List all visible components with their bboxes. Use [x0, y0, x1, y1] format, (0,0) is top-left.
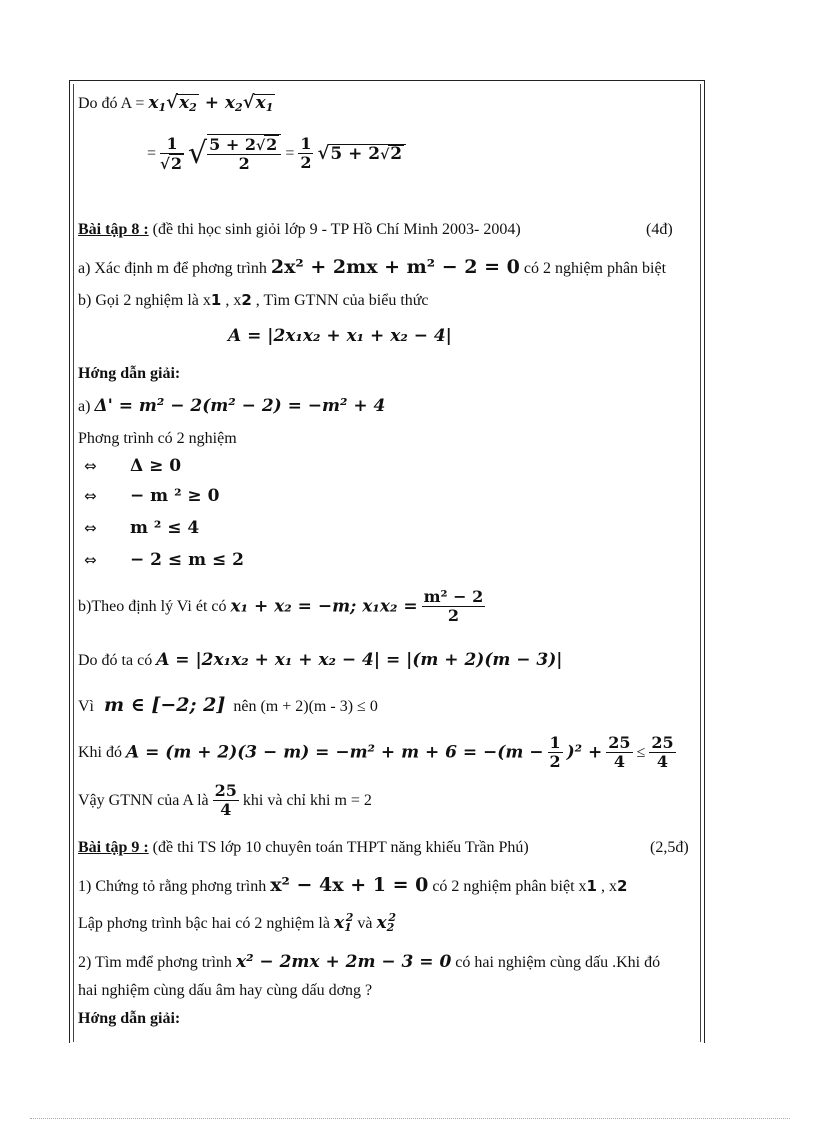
frac-25-4-b: $\frac{25}{4}$: [651, 733, 674, 772]
frac-sqrt-body: $\frac{5 + 2√2}{2}$: [207, 134, 281, 174]
header-formula: $x_1√x_2 + x_2√x_1$: [148, 92, 274, 114]
ex8-vi: Vì m ∈ [−2; 2] nên (m + 2)(m - 3) ≤ 0: [78, 694, 378, 716]
ex8-title-line: [78, 222, 521, 238]
equivalence-icon: ⇔: [84, 457, 97, 475]
ex9-points: (2,5đ): [650, 839, 689, 856]
equiv-line-3: ⇔ m ² ≤ 4: [84, 518, 200, 538]
equiv-line-1: ⇔ Δ ≥ 0: [84, 456, 182, 476]
ex8-khi-do: Khi đó A = (m + 2)(3 − m) = −m² + m + 6 = −(m − $\frac{1}{2}$ )² + $\frac{25}{4}$ ≤ $\frac{25}{4}$: [78, 733, 674, 772]
equivalence-icon: ⇔: [84, 551, 97, 569]
frac-one-over-sqrt2: $\frac{1}{√2}$: [160, 133, 183, 173]
frac-25-4: $\frac{25}{4}$: [608, 733, 631, 772]
ex8-guide: Hớng dẫn giải:: [78, 365, 181, 382]
ex9-part-2: 2) Tìm mđể phơng trình x² − 2mx + 2m − 3 = 0 có hai nghiệm cùng dấu .Khi đó: [78, 952, 661, 972]
ex8-equation: 2x² + 2mx + m² − 2 = 0: [270, 256, 520, 278]
equiv-line-2: ⇔ − m ² ≥ 0: [84, 486, 220, 506]
ex8-points: (4đ): [646, 221, 673, 238]
ex8-conclusion: Vậy GTNN của A là $\frac{25}{4}$ khi và chỉ khi m = 2: [78, 781, 372, 820]
ex8-viet: b)Theo định lý Vi ét có x₁ + x₂ = −m; x₁x₂ = $\frac{\text{m² − 2}}{2}$: [78, 587, 484, 626]
ex8-part-a: a) Xác định m để phơng trình 2x² + 2mx + m² − 2 = 0 có 2 nghiệm phân biệt: [78, 256, 667, 278]
ex8-delta: a) Δ' = m² − 2(m² − 2) = −m² + 4: [78, 396, 386, 416]
frac-half: $\frac{1}{2}$: [549, 733, 561, 772]
ex9-guide: Hớng dẫn giải:: [78, 1010, 181, 1027]
ex9-part-2-line2: hai nghiệm cùng dấu âm hay cùng dấu dơng ?: [78, 982, 373, 999]
frac-one-half: $\frac{1}{2}$: [300, 134, 312, 173]
header-line-2: = $\frac{1}{√2}$ √ $\frac{5 + 2√2}{2}$ = $\frac{1}{2}$ √5 + 2√2: [147, 134, 406, 174]
frac-25-4-c: $\frac{25}{4}$: [214, 781, 237, 820]
ex8-has-roots: Phơng trình có 2 nghiệm: [78, 430, 237, 447]
ex8-do-do: Do đó ta có A = |2x₁x₂ + x₁ + x₂ − 4| = |(m + 2)(m − 3)|: [78, 650, 563, 670]
equivalence-icon: ⇔: [84, 487, 97, 505]
ex8-expression-A: A = |2x₁x₂ + x₁ + x₂ − 4|: [228, 326, 452, 346]
equiv-line-4: ⇔ − 2 ≤ m ≤ 2: [84, 550, 244, 570]
delta-formula: Δ' = m² − 2(m² − 2) = −m² + 4: [94, 396, 386, 416]
ex8-source: (đề thi học sinh giỏi lớp 9 - TP Hồ Chí Minh 2003- 2004): [152, 221, 521, 238]
do-do-label: Do đó A =: [78, 95, 145, 112]
ex9-part-1: 1) Chứng tỏ rằng phơng trình x² − 4x + 1 = 0 có 2 nghiệm phân biệt x1 , x2: [78, 874, 628, 896]
viet-fraction: $\frac{\text{m² − 2}}{2}$: [423, 587, 484, 626]
ex9-part-1b: Lập phơng trình bậc hai có 2 nghiệm là $x_1^2$ và $x_2^2$: [78, 911, 396, 934]
ex8-title: Bài tập 8 :: [78, 221, 149, 238]
ex9-title-line: [78, 840, 529, 856]
ex8-part-b: b) Gọi 2 nghiệm là x1 , x2 , Tìm GTNN của biểu thức: [78, 291, 429, 309]
page-bottom-separator: [30, 1118, 790, 1119]
equivalence-icon: ⇔: [84, 519, 97, 537]
header-line-1: [78, 94, 275, 113]
ex9-title: Bài tập 9 :: [78, 839, 149, 856]
ex9-source: (đề thi TS lớp 10 chuyên toán THPT năng khiếu Trần Phú): [152, 839, 529, 856]
